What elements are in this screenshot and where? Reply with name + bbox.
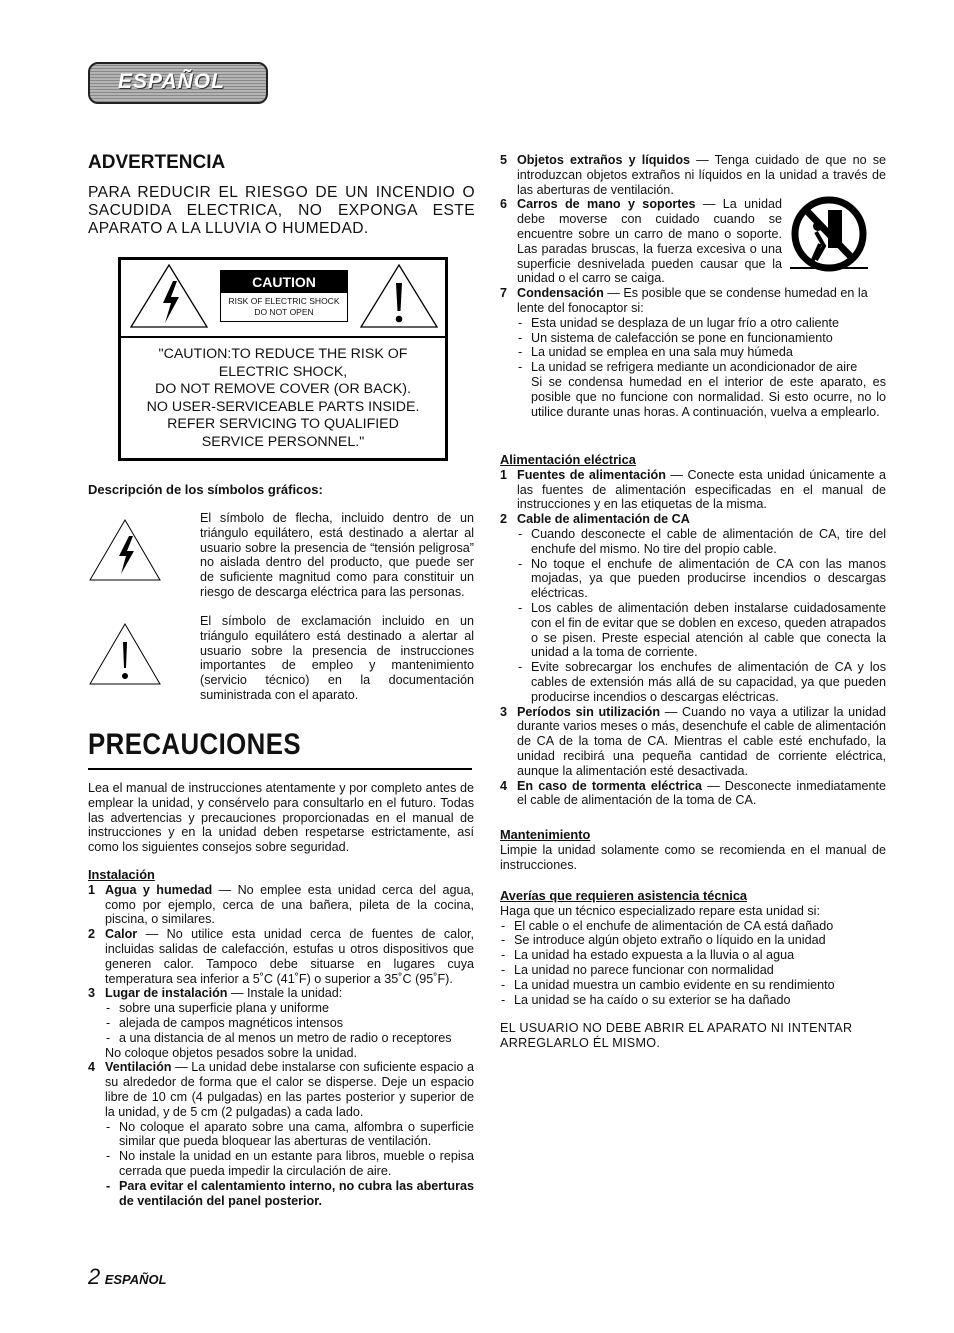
dash-item: - Un sistema de calefacción se pone en funcionamiento (517, 331, 886, 346)
simbolos-heading: Descripción de los símbolos gráficos: (88, 482, 323, 497)
instalacion-note: No coloque objetos pesados sobre la unidad. (105, 1045, 358, 1060)
page-footer (88, 1264, 167, 1290)
alimentacion-heading: Alimentación eléctrica (500, 452, 636, 467)
averias-intro: Haga que un técnico especializado repare esta unidad si: (500, 903, 820, 918)
dash-item: - La unidad se refrigera mediante un acondicionador de aire (517, 360, 886, 375)
list-item: 1 Fuentes de alimentación — Conecte esta unidad únicamente a las fuentes de alimentación especificadas en el manual de instrucciones y en las etiquetas de la misma. (500, 467, 886, 512)
dash-item: - La unidad no parece funcionar con normalidad (500, 963, 886, 978)
list-item: 3 Períodos sin utilización — Cuando no vaya a utilizar la unidad durante varios meses o más, desenchufe el cable de alimentación de CA de la toma de CA. Mientras el cable esté enchufado, la unidad recibirá una pequeña cantidad de corriente eléctrica, aunque la alimentación esté desactivada. (500, 704, 887, 778)
advertencia-heading: ADVERTENCIA (88, 152, 226, 173)
mantenimiento-heading: Mantenimiento (500, 827, 591, 842)
mantenimiento-section (500, 828, 886, 872)
dash-item: - La unidad muestra un cambio evidente en su rendimiento (500, 978, 886, 993)
caution-line: NO USER-SERVICEABLE PARTS INSIDE. (146, 398, 420, 415)
lightning-warning-icon (129, 263, 209, 329)
language-tab (88, 62, 268, 104)
caution-line: REFER SERVICING TO QUALIFIED (167, 416, 399, 433)
list-item: 4 Ventilación — La unidad debe instalarse con suficiente espacio a su alrededor de forma que el calor se disperse. Deje un espacio libre de 10 cm (4 pulgadas) en las partes posterior y superior de la unidad, y de 5 cm (2 pulgadas) a cada lado. - No coloque el aparato sobre una cama, alfombra o superficie similar que pueda bloquear las aberturas de ventilación. - No instale la unidad en un estante para libros, mueble o repisa cerrada que pueda impedir la circulación de aire. - Para evitar el calentamiento interno, no cubra las aberturas de ventilación del panel posterior. (88, 1060, 474, 1208)
language-tab-label: ESPAÑOL (118, 70, 225, 93)
averias-section (500, 889, 886, 1051)
list-item: 6 Carros de mano y soportes — La unidad debe moverse con cuidado cuando se encuentre sobre un carro de mano o soporte. Las paradas bruscas, la fuerza excesiva o una superficie desnivelada pueden causar que la unidad o el carro se caiga. (500, 197, 782, 286)
list-item: 3 Lugar de instalación — Instale la unidad: - sobre una superficie plana y uniforme - alejada de campos magnéticos intensos - a una distancia de al menos un metro de radio o receptores No coloque objetos pesados sobre la unidad. (88, 986, 474, 1060)
caution-line: ELECTRIC SHOCK, (218, 363, 348, 380)
cart-warning-icon (786, 196, 872, 276)
instalacion-section (88, 868, 474, 1208)
caution-box (118, 257, 448, 461)
exclamacion-description: El símbolo de exclamación incluido en un triángulo equilátero está destinado a alertar al usuario sobre la presencia de instrucciones importantes de empleo y mantenimiento (servicio técnico) en la documentación suministrada con el aparato. (200, 614, 474, 702)
list-item: 5 Objetos extraños y líquidos — Tenga cuidado de que no se introduzcan objetos extraños ni líquidos en la unidad a través de las aberturas de ventilación. (500, 153, 886, 197)
dash-item: - No coloque el aparato sobre una cama, alfombra o superficie similar que pueda bloquear las aberturas de ventilación. (105, 1120, 474, 1150)
dash-item: - a una distancia de al menos un metro de radio o receptores (105, 1031, 474, 1046)
exclamation-warning-icon (359, 263, 439, 329)
instalacion-heading: Instalación (88, 867, 155, 882)
precauciones-heading: PRECAUCIONES (88, 728, 302, 761)
list-item: 2 Calor — No utilice esta unidad cerca de fuentes de calor, incluidas salidas de calefacción, estufas u otros dispositivos que generen calor. Tampoco debe situarse en lugares cuya temperatura sea inferior a 5˚C (41˚F) o superior a 35˚C (95˚F). (88, 927, 474, 986)
caution-sub2: DO NOT OPEN (254, 307, 314, 317)
mantenimiento-text: Limpie la unidad solamente como se recomienda en el manual de instrucciones. (500, 842, 886, 872)
dash-item: - La unidad se ha caído o su exterior se ha dañado (500, 993, 886, 1008)
averias-final: EL USUARIO NO DEBE ABRIR EL APARATO NI INTENTAR ARREGLARLO ÉL MISMO. (500, 1021, 853, 1051)
caution-line: DO NOT REMOVE COVER (OR BACK). (155, 381, 411, 398)
caution-text (131, 346, 435, 452)
page-number: 2 (88, 1264, 101, 1289)
dash-item: - La unidad ha estado expuesta a la lluvia o al agua (500, 948, 886, 963)
averias-heading: Averías que requieren asistencia técnica (500, 888, 748, 903)
right-items (500, 153, 886, 419)
alimentacion-section (500, 453, 886, 808)
caution-box-header (121, 260, 445, 338)
footer-label: ESPAÑOL (104, 1272, 167, 1287)
caution-line: "CAUTION:TO REDUCE THE RISK OF (158, 346, 408, 362)
precauciones-intro: Lea el manual de instrucciones atentamente y por completo antes de emplear la unidad, y consérvelo para consultarlo en el futuro. Todas las advertencias y precauciones proporcionadas en el manual de instrucciones y en la unidad deben respetarse estrictamente, así como los siguientes consejos sobre seguridad. (88, 781, 474, 855)
dash-item: - El cable o el enchufe de alimentación de CA está dañado (500, 919, 886, 934)
flecha-description: El símbolo de flecha, incluido dentro de un triángulo equilátero, está destinado a alertar al usuario sobre la presencia de “tensión peligrosa” no aislada dentro del producto, que puede ser de suficiente magnitud como para constituir un riesgo de descarga eléctrica para las personas. (200, 511, 474, 599)
precauciones-rule (88, 768, 472, 770)
list-item: 7 Condensación — Es posible que se condense humedad en la lente del fonocaptor si: - Esta unidad se desplaza de un lugar frío a otro caliente - Un sistema de calefacción se pone en funcionamiento - La unidad se emplea en una sala muy húmeda - La unidad se refrigera mediante un acondicionador de aire Si se condensa humedad en el interior de este aparato, es posible que no funcione con normalidad. Si esto ocurre, no lo utilice durante unas horas. A continuación, vuelva a emplearlo. (500, 286, 886, 419)
dash-item: - Se introduce algún objeto extraño o líquido en la unidad (500, 933, 886, 948)
exclamation-symbol-icon (88, 622, 162, 686)
dash-item: - Cuando desconecte el cable de alimentación de CA, tire del enchufe del mismo. No tire del propio cable. (517, 527, 886, 557)
dash-item: - No instale la unidad en un estante para libros, mueble o repisa cerrada que pueda impedir la circulación de aire. (105, 1149, 474, 1179)
caution-banner (220, 270, 348, 322)
dash-item: - Los cables de alimentación deben instalarse cuidadosamente con el fin de evitar que se doblen en exceso, queden atrapados o se pisen. Preste especial atención al cable que conecta la unidad a la toma de corriente. (517, 601, 886, 660)
list-item: 2 Cable de alimentación de CA - Cuando desconecte el cable de alimentación de CA, tire del enchufe del mismo. No tire del propio cable. - No toque el enchufe de alimentación de CA con las manos mojadas, ya que pueden producirse incendios o descargas eléctricas. - Los cables de alimentación deben instalarse cuidadosamente con el fin de evitar que se doblen en exceso, queden atrapados o se pisen. Preste especial atención al cable que conecta la unidad a la toma de corriente. - Evite sobrecargar los enchufes de alimentación de CA y los cables de extensión más allá de su capacidad, ya que pueden producirse incendios o descargas eléctricas. (500, 512, 886, 704)
list-item: 1 Agua y humedad — No emplee esta unidad cerca del agua, como por ejemplo, cerca de una bañera, pileta de la cocina, piscina, o similares. (88, 882, 474, 927)
dash-item: - Evite sobrecargar los enchufes de alimentación de CA y los cables de extensión más allá de su capacidad, ya que pueden producirse incendios o descargas eléctricas. (517, 660, 886, 704)
caution-sub1: RISK OF ELECTRIC SHOCK (228, 296, 340, 306)
lightning-symbol-icon (88, 518, 162, 582)
dash-item-bold: - Para evitar el calentamiento interno, no cubra las aberturas de ventilación del panel posterior. (105, 1179, 474, 1209)
dash-item: - No toque el enchufe de alimentación de CA con las manos mojadas, ya que pueden producirse incendios o descargas eléctricas. (517, 557, 886, 601)
condensacion-note: Si se condensa humedad en el interior de este aparato, es posible que no funcione con normalidad. Si esto ocurre, no lo utilice durante unas horas. A continuación, vuelva a emplearlo. (531, 374, 886, 419)
list-item: 4 En caso de tormenta eléctrica — Desconecte inmediatamente el cable de alimentación de la toma de CA. (500, 778, 887, 808)
caution-label: CAUTION (221, 271, 347, 293)
dash-item: - alejada de campos magnéticos intensos (105, 1016, 474, 1031)
dash-item: - La unidad se emplea en una sala muy húmeda (517, 345, 886, 360)
dash-item: - sobre una superficie plana y uniforme (105, 1001, 474, 1016)
dash-item: - Esta unidad se desplaza de un lugar frío a otro caliente (517, 316, 886, 331)
caution-line: SERVICE PERSONNEL." (201, 433, 365, 450)
advertencia-text: PARA REDUCIR EL RIESGO DE UN INCENDIO O SACUDIDA ELECTRICA, NO EXPONGA ESTE APARATO A LA LLUVIA O HUMEDAD. (88, 184, 475, 237)
